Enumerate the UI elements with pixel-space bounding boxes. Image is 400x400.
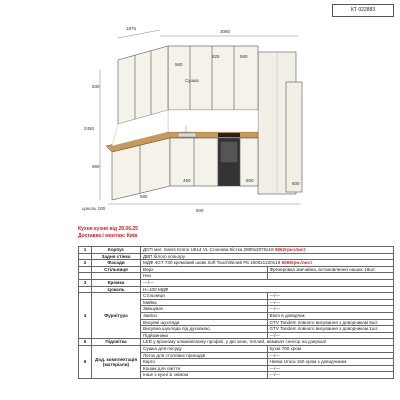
dim-b1: 580 bbox=[140, 194, 148, 199]
table-cell: Карго bbox=[141, 359, 268, 366]
table-cell: Корпус bbox=[92, 247, 141, 254]
table-cell bbox=[79, 253, 92, 260]
delivery-note: Доставка і монтаж: Київ bbox=[78, 232, 138, 239]
hob-icon bbox=[218, 133, 240, 137]
table-cell: Підсвітка bbox=[92, 339, 141, 346]
table-cell: Лоток для столових приладів bbox=[141, 352, 268, 359]
order-date-note: Кухня кухня від 28.06.25 bbox=[78, 226, 138, 232]
table-cell: 4 bbox=[79, 293, 92, 339]
spec-table bbox=[78, 246, 394, 379]
table-cell bbox=[79, 266, 92, 273]
dim-depth: 600 bbox=[196, 208, 204, 213]
table-cell: Змішувач bbox=[141, 306, 268, 313]
table-cell: Висувні шухляди bbox=[141, 319, 268, 326]
table-cell: Кошик для сміття bbox=[141, 365, 268, 372]
lower-cabinets bbox=[112, 138, 258, 200]
table-cell: Підйомники bbox=[141, 332, 268, 339]
table-cell: H=100 МДФ bbox=[141, 286, 394, 293]
table-cell: Blum в доводчик bbox=[267, 312, 394, 319]
table-cell bbox=[267, 273, 394, 280]
table-cell: Інше з кухні зі знімом bbox=[141, 372, 268, 379]
table-cell: 6 bbox=[79, 345, 92, 378]
spec-row bbox=[79, 345, 394, 352]
order-notes bbox=[78, 226, 138, 239]
table-cell: Дод. комплектація (матеріали) bbox=[92, 345, 141, 378]
table-cell: Сушка для посуду bbox=[141, 345, 268, 352]
table-cell bbox=[92, 273, 141, 280]
table-cell: ДСП мат. Swiss Krono U514 VL Слонова Кістка 2800х2070х18 9062грн./лист bbox=[141, 247, 394, 254]
spec-row bbox=[79, 260, 394, 267]
table-cell: ---/--- bbox=[267, 365, 394, 372]
table-cell: Кухні 700 хром bbox=[267, 345, 394, 352]
table-cell: ДВП білого кольору bbox=[141, 253, 394, 260]
dim-cornice: цоколь 100 bbox=[82, 206, 106, 211]
table-cell: Задня стінка bbox=[92, 253, 141, 260]
table-cell: Невка Unica 150 хром з доводчиком bbox=[267, 359, 394, 366]
table-cell: ---/--- bbox=[267, 306, 394, 313]
label-dryer: Сушка bbox=[185, 78, 199, 83]
dim-height: 2450 bbox=[84, 126, 95, 131]
dim-b5: 600 bbox=[246, 178, 254, 183]
table-cell: ---/--- bbox=[267, 332, 394, 339]
spec-row bbox=[79, 247, 394, 254]
dim-u2: 560 bbox=[175, 62, 183, 67]
table-cell: Стільниця bbox=[141, 293, 268, 300]
table-cell: Завіси bbox=[141, 312, 268, 319]
table-cell: МДФ 4GT 730 кремовий шовк Soft Touch/Білий Рв 1800х1220х18 6088грн./лист bbox=[141, 260, 394, 267]
table-cell: Стільниця bbox=[92, 266, 141, 273]
dim-u3: 625 bbox=[212, 54, 220, 59]
table-cell: Фурнітура bbox=[92, 293, 141, 339]
dim-top-depth: 1875 bbox=[126, 26, 137, 31]
dim-b2: 450 bbox=[183, 178, 191, 183]
table-cell: ---/--- bbox=[141, 279, 394, 286]
dim-lower: 860 bbox=[92, 164, 100, 169]
dim-upper: 830 bbox=[92, 84, 100, 89]
table-cell: Фрезеровка звичайна, встановлення наших 18шт. bbox=[267, 266, 394, 273]
table-cell: Верх bbox=[141, 266, 268, 273]
tall-cabinet-right bbox=[258, 52, 302, 194]
table-cell: ---/--- bbox=[267, 352, 394, 359]
spec-row bbox=[79, 273, 394, 280]
table-cell: GTV Tandem повного висування з доводчиком 1шт. bbox=[267, 326, 394, 333]
spec-row bbox=[79, 339, 394, 346]
spec-row bbox=[79, 266, 394, 273]
document-id: КТ 022883 bbox=[332, 4, 394, 17]
table-cell: ---/--- bbox=[267, 293, 394, 300]
table-cell: 2 bbox=[79, 260, 92, 267]
table-cell bbox=[79, 286, 92, 293]
table-cell: ---/--- bbox=[267, 372, 394, 379]
table-cell: Висувна шухляда під духовкою bbox=[141, 326, 268, 333]
table-cell: ---/--- bbox=[267, 299, 394, 306]
table-cell: Кромка bbox=[92, 279, 141, 286]
dim-top-width: 3080 bbox=[220, 29, 231, 34]
spec-row bbox=[79, 286, 394, 293]
table-cell: Фасади bbox=[92, 260, 141, 267]
table-cell: 1 bbox=[79, 247, 92, 254]
table-cell: Мийка bbox=[141, 299, 268, 306]
table-cell: 5 bbox=[79, 339, 92, 346]
dim-u5: 580 bbox=[240, 54, 248, 59]
table-cell: LED у врізному алюмінієвому профілі, у дві зони, теплий, вимикач сенсор на дзеркалі bbox=[141, 339, 394, 346]
table-cell: 3 bbox=[79, 279, 92, 286]
spec-row bbox=[79, 253, 394, 260]
spec-row bbox=[79, 279, 394, 286]
table-cell: GTV Tandem повного висування з доводчиком 5шт. bbox=[267, 319, 394, 326]
table-cell: Цоколь bbox=[92, 286, 141, 293]
spec-row bbox=[79, 293, 394, 300]
table-cell bbox=[79, 273, 92, 280]
table-cell: Низ bbox=[141, 273, 268, 280]
dim-right: 600 bbox=[292, 181, 300, 186]
